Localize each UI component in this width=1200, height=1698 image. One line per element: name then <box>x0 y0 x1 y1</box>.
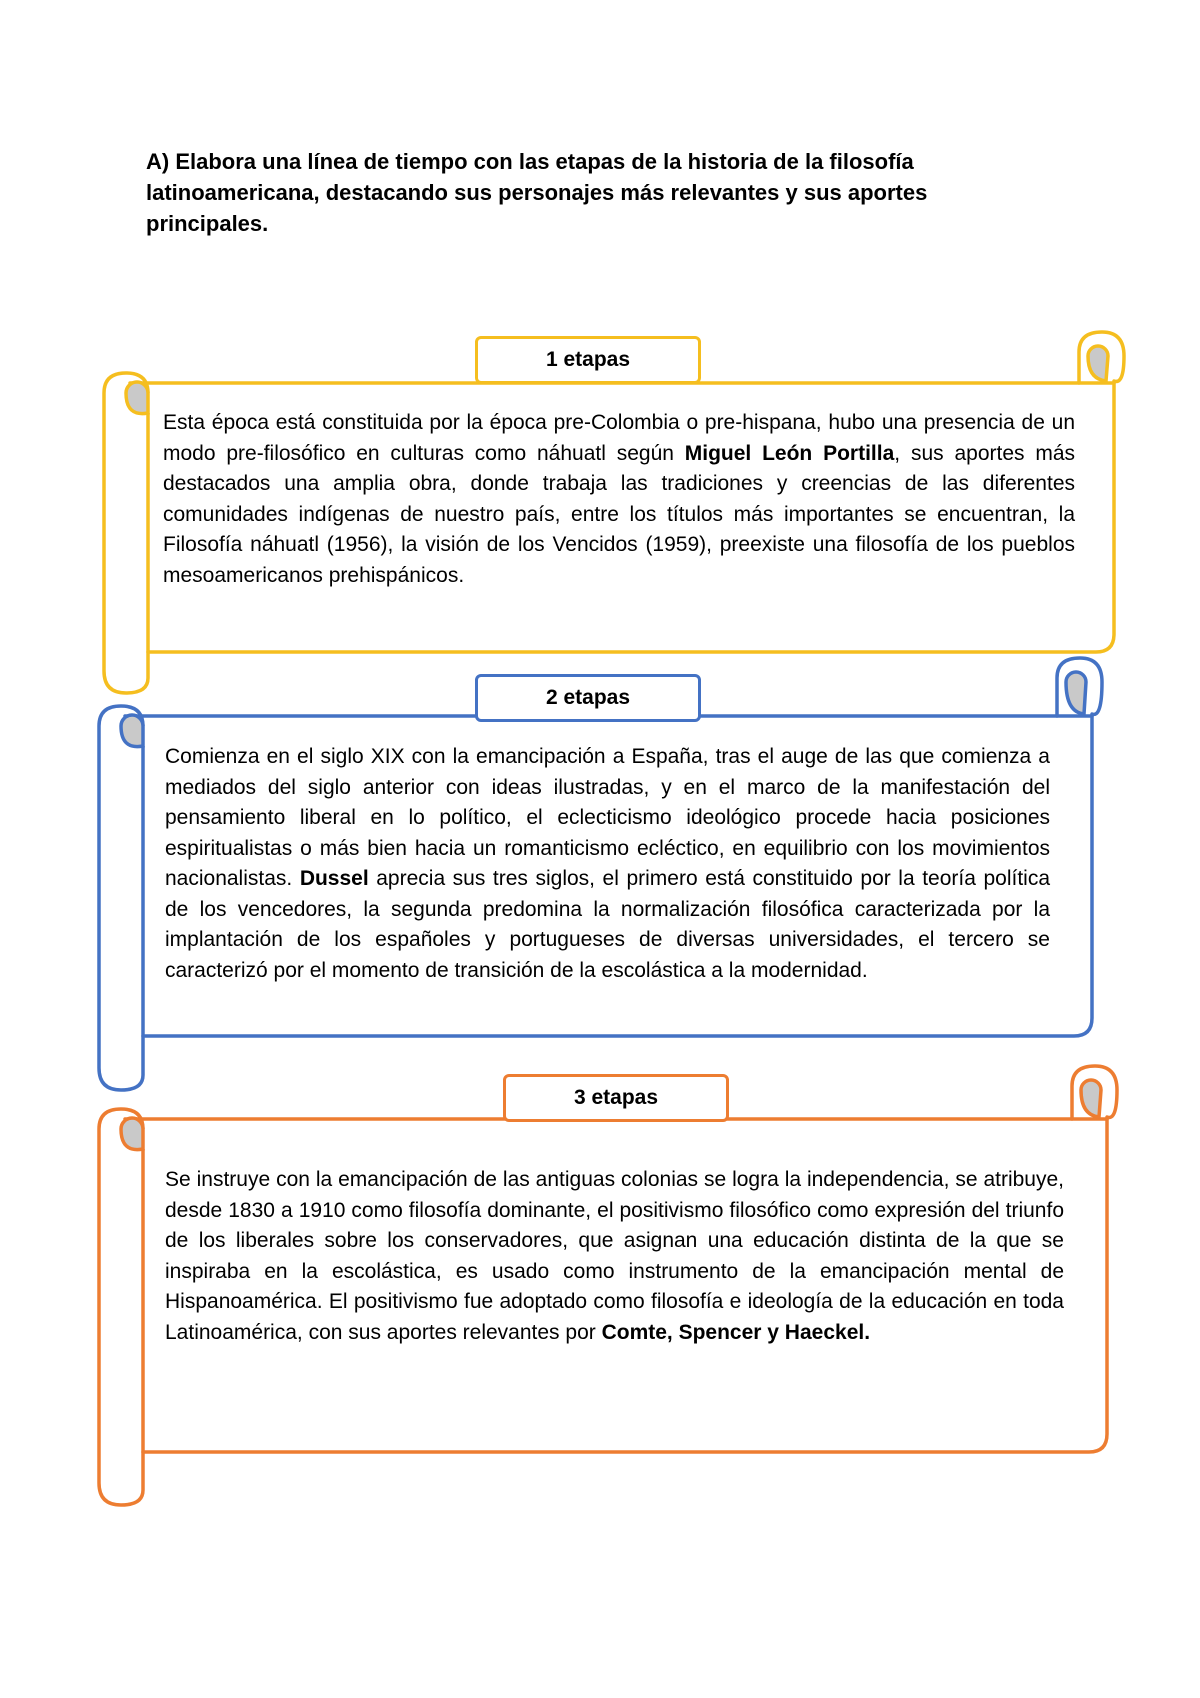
text-run: Comienza en el siglo XIX con la emancipación a España, tras el auge de las que comienza a mediados del siglo anterior con ideas ilustradas, y en el marco de la manifestación del pensamiento liberal en lo político, el eclecticismo ideológico procede hacia posiciones espiritualistas o más bien hacia un romanticismo ecléctico, en equilibrio con los movimientos nacionalistas. <box>165 745 1050 890</box>
stage-3-text <box>165 1165 1064 1348</box>
highlighted-name: Comte, Spencer y Haeckel. <box>601 1320 871 1344</box>
left-curl <box>126 382 148 414</box>
text-run: aprecia sus tres siglos, el primero está constituido por la teoría política de los vencedores, la segunda predomina la normalización filosófica caracterizada por la implantación de los españoles y portugueses de diversas universidades, el tercero se caracterizó por el momento de transición de la escolástica a la modernidad. <box>165 867 1051 982</box>
left-curl <box>121 1118 143 1150</box>
text-run: Se instruye con la emancipación de las antiguas colonias se logra la independencia, se atribuye, desde 1830 a 1910 como filosofía dominante, el positivismo filosófico como expresión del triunfo de los liberales sobre los conservadores, que asignan una educación distinta de la que se inspiraba en la escolástica, es usado como instrumento de la emancipación mental de Hispanoamérica. El positivismo fue adoptado como filosofía e ideología de la educación en toda Latinoamérica, con sus aportes relevantes por <box>165 1168 1064 1344</box>
stage-3-label: 3 etapas <box>503 1074 729 1122</box>
stage-1-label: 1 etapas <box>475 336 701 384</box>
left-roll <box>104 373 148 693</box>
highlighted-name: Miguel León Portilla <box>684 441 895 465</box>
text-run: Esta época está constituida por la época pre-Colombia o pre-hispana, hubo una presencia de un modo pre-filosófico en culturas como náhuatl según <box>163 411 1075 465</box>
left-roll <box>99 706 143 1090</box>
highlighted-name: Dussel <box>299 867 369 890</box>
stage-2-text <box>165 742 1050 986</box>
text-run: , sus aportes más destacados una amplia obra, donde trabaja las tradiciones y creencias de las diferentes comunidades indígenas de nuestro país, entre los títulos más importantes se encuentran, la Filosofía náhuatl (1956), la visión de los Vencidos (1959), preexiste una filosofía de los pueblos mesoamericanos prehispánicos. <box>163 441 1076 587</box>
assignment-heading: A) Elabora una línea de tiempo con las etapas de la historia de la filosofía latinoamericana, destacando sus personajes más relevantes y sus aportes principales. <box>146 149 928 236</box>
left-curl <box>121 715 143 747</box>
stage-1-text <box>163 408 1075 591</box>
stage-2-label: 2 etapas <box>475 674 701 722</box>
left-roll <box>99 1109 143 1505</box>
